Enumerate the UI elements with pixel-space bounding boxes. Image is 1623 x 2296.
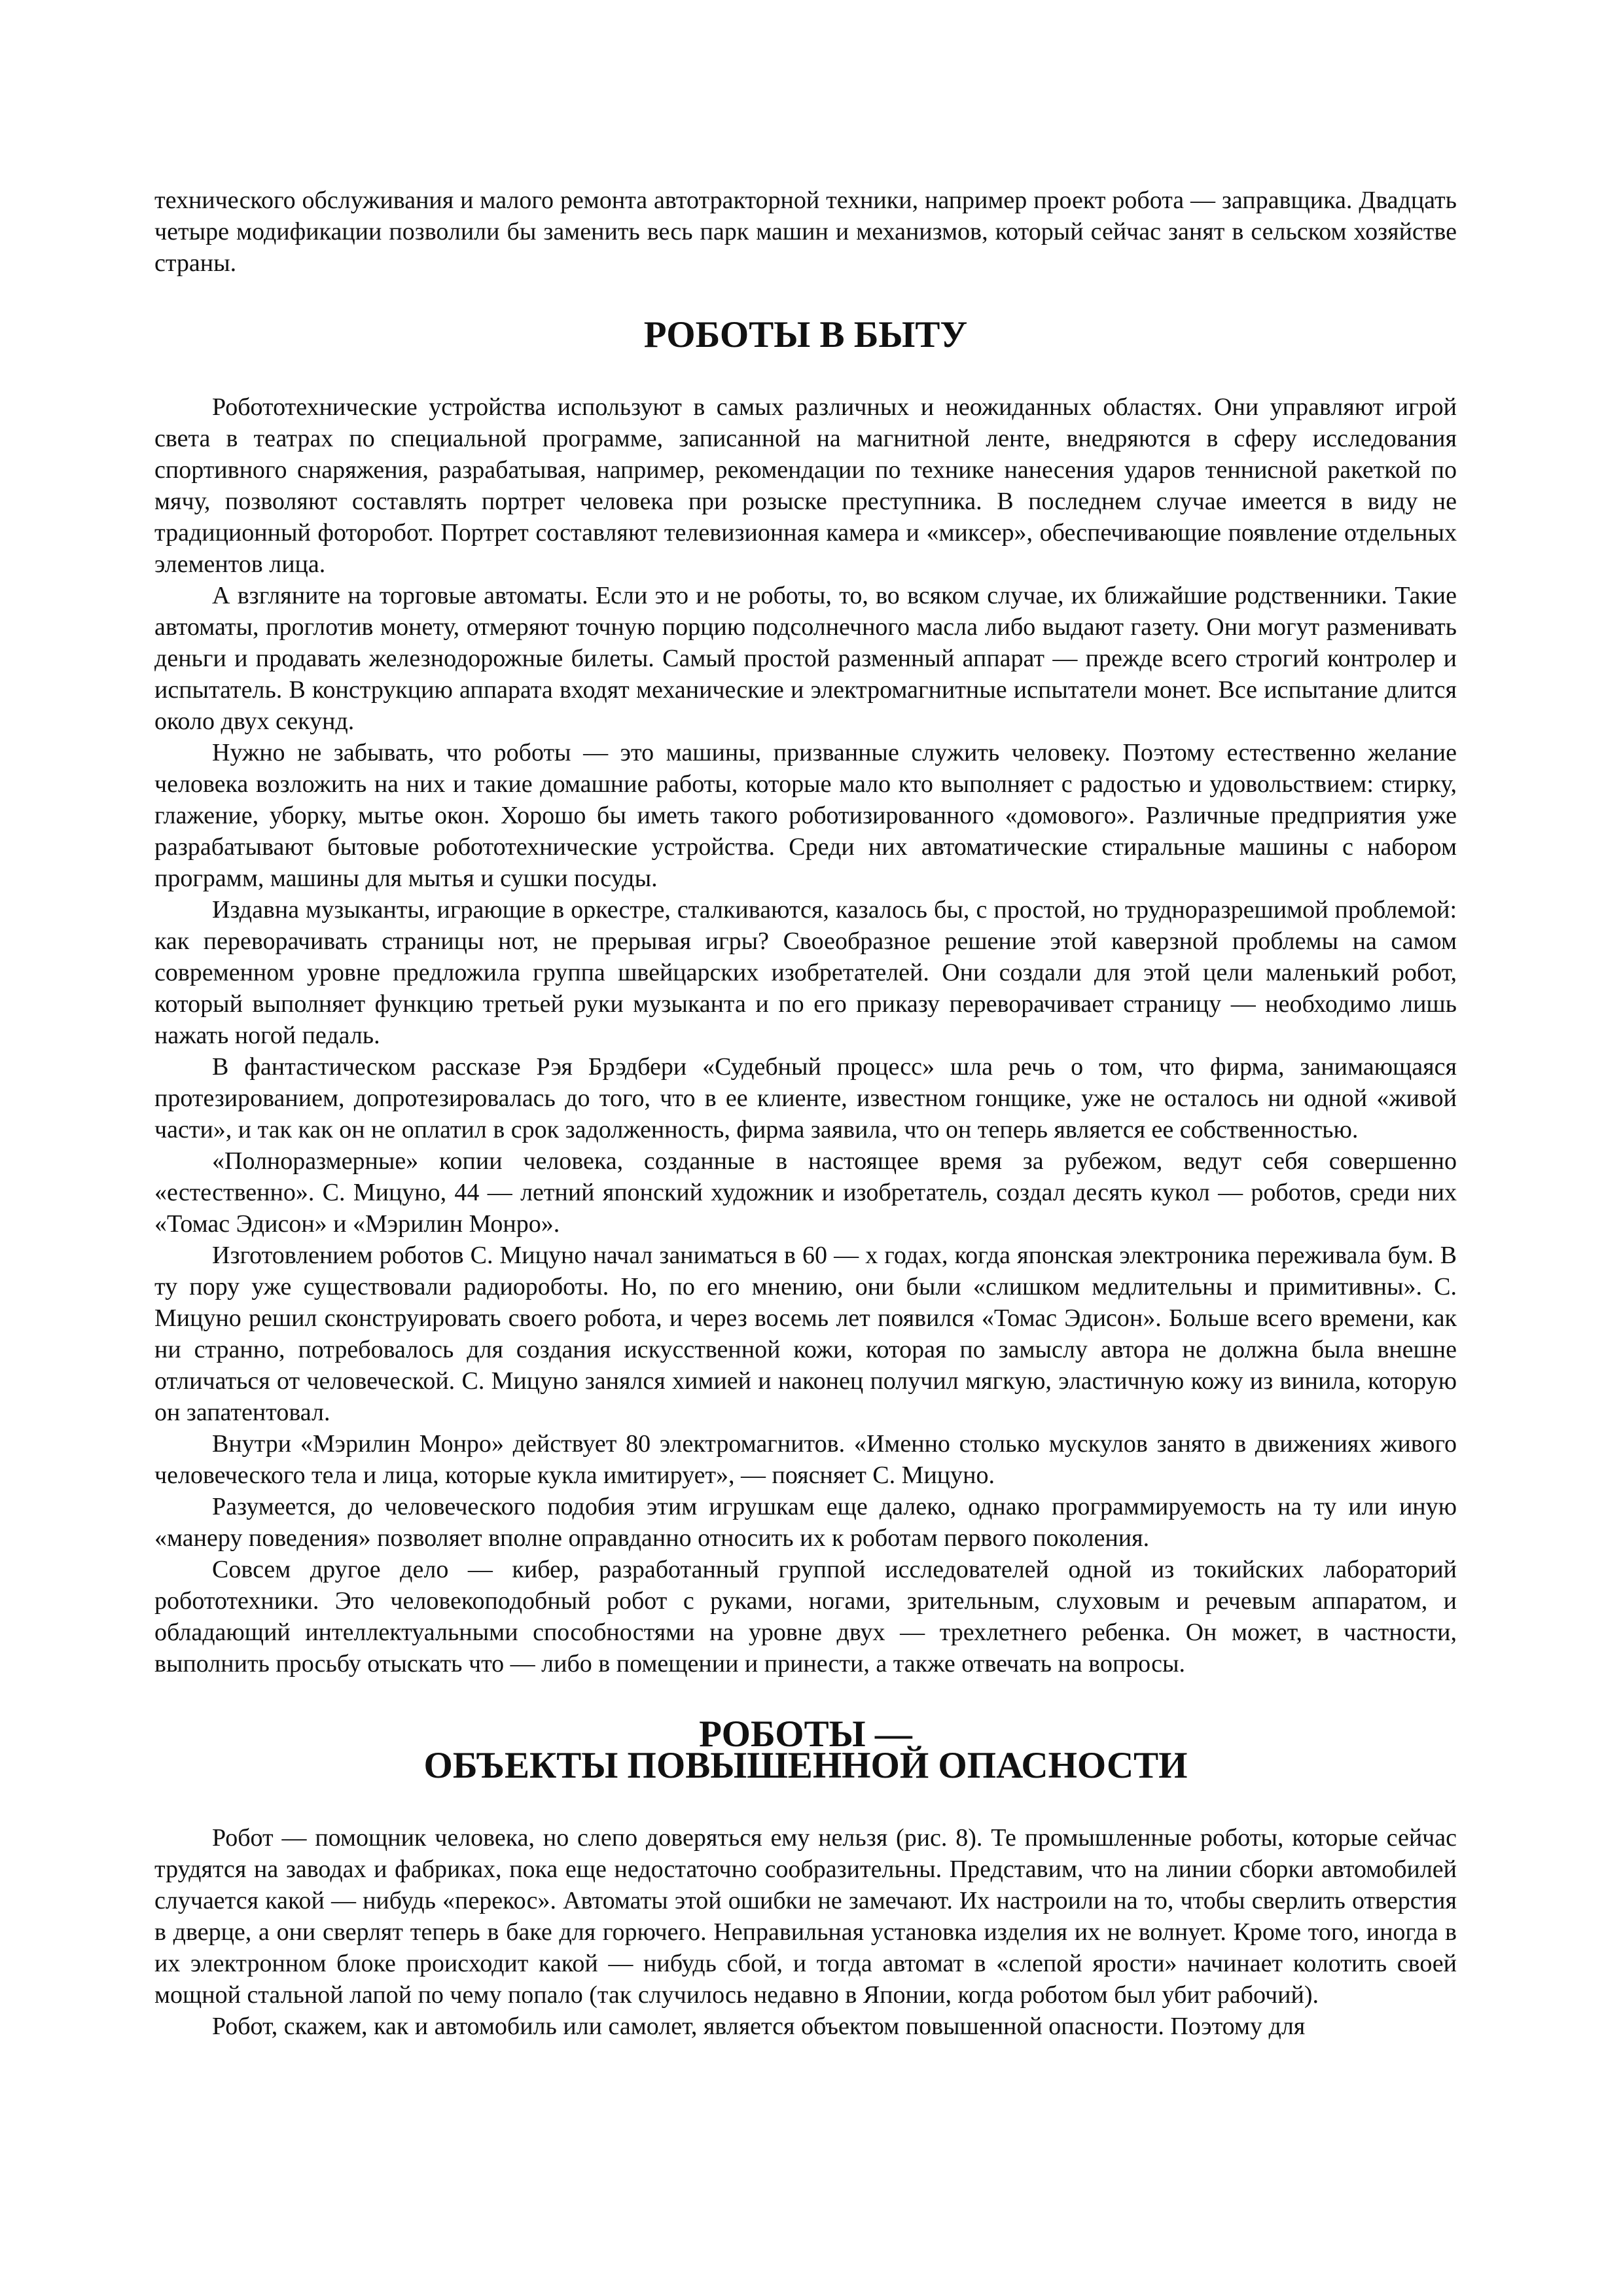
paragraph: «Полноразмерные» копии человека, созданные в настоящее время за рубежом, ведут себя совершенно «естественно». С. Мицуно, 44 — летний японский художник и изобретатель, создал десять кукол — роботов, среди них «Томас Эдисон» и «Мэрилин Монро». bbox=[154, 1147, 1457, 1238]
paragraph: Нужно не забывать, что роботы — это машины, призванные служить человеку. Поэтому естественно желание человека возложить на них и такие домашние работы, которые мало кто выполняет с радостью и удовольствием: стирку, глажение, уборку, мытье окон. Хорошо бы иметь такого роботизированного «домового». Различные предприятия уже разрабатывают бытовые робототехнические устройства. Среди них автоматические стиральные машины с набором программ, машины для мытья и сушки посуды. bbox=[154, 739, 1457, 892]
paragraph: Робототехнические устройства используют в самых различных и неожиданных областях. Они управляют игрой света в театрах по специальной программе, записанной на магнитной ленте, внедряются в сферу исследования спортивного снаряжения, разрабатывая, например, рекомендации по технике нанесения ударов теннисной ракеткой по мячу, позволяют составлять портрет человека при розыске преступника. В последнем случае имеется в виду не традиционный фоторобот. Портрет составляют телевизионная камера и «миксер», обеспечивающие появление отдельных элементов лица. bbox=[154, 393, 1457, 578]
section-heading-line-2: ОБЪЕКТЫ ПОВЫШЕННОЙ ОПАСНОСТИ bbox=[423, 1745, 1188, 1786]
paragraph: Изготовлением роботов С. Мицуно начал заниматься в 60 — х годах, когда японская электроника переживала бум. В ту пору уже существовали радиороботы. Но, по его мнению, они были «слишком медлительны и примитивны». С. Мицуно решил сконструировать своего робота, и через восемь лет появился «Томас Эдисон». Больше всего времени, как ни странно, потребовалось для создания искусственной кожи, которая по замыслу автора не должна была внешне отличаться от человеческой. С. Мицуно занялся химией и наконец получил мягкую, эластичную кожу из винила, которую он запатентовал. bbox=[154, 1242, 1457, 1426]
intro-paragraph: технического обслуживания и малого ремонта автотракторной техники, например проект робота — заправщика. Двадцать четыре модификации позволили бы заменить весь парк машин и механизмов, который сейчас занят в сельском хозяйстве страны. bbox=[154, 187, 1457, 277]
section-heading-robots-at-home: РОБОТЫ В БЫТУ bbox=[643, 314, 968, 355]
document-page bbox=[154, 185, 1457, 2042]
paragraph: Совсем другое дело — кибер, разработанный группой исследователей одной из токийских лабораторий робототехники. Это человекоподобный робот с руками, ногами, зрительным, слуховым и речевым аппаратом, и обладающий интеллектуальными способностями на уровне двух — трехлетнего ребенка. Он может, в частности, выполнить просьбу отыскать что — либо в помещении и принести, а также отвечать на вопросы. bbox=[154, 1556, 1457, 1677]
paragraph: Издавна музыканты, играющие в оркестре, сталкиваются, казалось бы, с простой, но трудноразрешимой проблемой: как переворачивать страницы нот, не прерывая игры? Своеобразное решение этой каверзной проблемы на самом современном уровне предложила группа швейцарских изобретателей. Они создали для этой цели маленький робот, который выполняет функцию третьей руки музыканта и по его приказу переворачивает страницу — необходимо лишь нажать ногой педаль. bbox=[154, 896, 1457, 1049]
paragraph: А взгляните на торговые автоматы. Если это и не роботы, то, во всяком случае, их ближайшие родственники. Такие автоматы, проглотив монету, отмеряют точную порцию подсолнечного масла либо выдают газету. Они могут разменивать деньги и продавать железнодорожные билеты. Самый простой разменный аппарат — прежде всего строгий контролер и испытатель. В конструкцию аппарата входят механические и электромагнитные испытатели монет. Все испытание длится около двух секунд. bbox=[154, 582, 1457, 735]
paragraph: Робот — помощник человека, но слепо доверяться ему нельзя (рис. 8). Те промышленные роботы, которые сейчас трудятся на заводах и фабриках, пока еще недостаточно сообразительны. Представим, что на линии сборки автомобилей случается какой — нибудь «перекос». Автоматы этой ошибки не замечают. Их настроили на то, чтобы сверлить отверстия в дверце, а они сверлят теперь в баке для горючего. Неправильная установка изделия их не волнует. Кроме того, иногда в их электронном блоке происходит какой — нибудь сбой, и тогда автомат в «слепой ярости» начинает колотить своей мощной стальной лапой по чему попало (так случилось недавно в Японии, когда роботом был убит рабочий). bbox=[154, 1824, 1457, 2009]
paragraph: Робот, скажем, как и автомобиль или самолет, является объектом повышенной опасности. Поэтому для bbox=[212, 2013, 1306, 2040]
paragraph: Разумеется, до человеческого подобия этим игрушкам еще далеко, однако программируемость на ту или иную «манеру поведения» позволяет вполне оправданно относить их к роботам первого поколения. bbox=[154, 1493, 1457, 1552]
section-heading-line-1: РОБОТЫ — bbox=[699, 1713, 912, 1755]
paragraph: Внутри «Мэрилин Монро» действует 80 электромагнитов. «Именно столько мускулов занято в движениях живого человеческого тела и лица, которые кукла имитирует», — поясняет С. Мицуно. bbox=[154, 1430, 1457, 1489]
paragraph: В фантастическом рассказе Рэя Брэдбери «Судебный процесс» шла речь о том, что фирма, занимающаяся протезированием, допротезировалась до того, что в ее клиенте, известном гонщике, уже не осталось ни одной «живой части», и так как он не оплатил в срок задолженность, фирма заявила, что он теперь является ее собственностью. bbox=[154, 1053, 1457, 1143]
section-heading-robots-danger bbox=[154, 1713, 1457, 1786]
